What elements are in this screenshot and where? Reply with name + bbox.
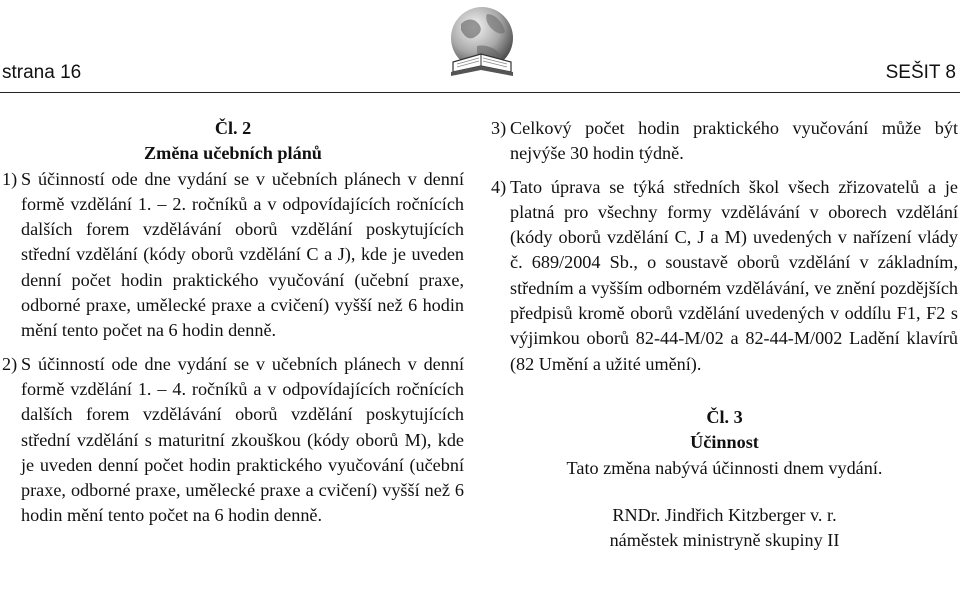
effect-statement: Tato změna nabývá účinnosti dnem vydání. bbox=[566, 457, 883, 478]
page-header bbox=[0, 0, 960, 92]
list-item bbox=[491, 175, 958, 377]
page-number: strana 16 bbox=[2, 62, 82, 83]
article-3-title: Účinnost bbox=[690, 432, 759, 453]
item-number: 3) bbox=[491, 118, 507, 138]
item-number: 2) bbox=[2, 353, 18, 374]
globe-with-open-book-icon bbox=[447, 2, 517, 84]
list-item bbox=[2, 167, 464, 344]
signature-name: RNDr. Jindřich Kitzberger v. r. bbox=[612, 504, 837, 525]
left-column bbox=[2, 116, 464, 529]
item-text: S účinností ode dne vydání se v učebních plánech v denní formě vzdělání 1. – 2. ročníků a v odpovídajících ročnících dalších forem vzdělávání oborů vzdělání poskytujících střední vzdělání (kódy oborů vzdělání C a J), kde je uveden denní počet hodin praktického vyučování (učební praxe, odborné praxe, umělecké praxe a cvičení) vyšší než 6 hodin mění tento počet na 6 hodin denně. bbox=[21, 168, 464, 341]
signature-role: náměstek ministryně skupiny II bbox=[609, 530, 840, 551]
item-text: S účinností ode dne vydání se v učebních plánech v denní formě vzdělání 1. – 4. ročníků a v odpovídajících ročnících dalších forem vzdělávání oborů vzdělání poskytujících střední vzdělání s maturitní zkouškou (kódy oborů M), kde je uveden denní počet hodin praktického vyučování (učební praxe, odborné praxe, umělecké praxe a cvičení) vyšší než 6 hodin mění tento počet na 6 hodin denně. bbox=[21, 353, 464, 526]
list-item bbox=[491, 116, 958, 167]
article-3-number: Čl. 3 bbox=[706, 406, 743, 427]
item-text: Celkový počet hodin praktického vyučování může být nejvýše 30 hodin týdně. bbox=[510, 118, 958, 164]
header-divider bbox=[0, 92, 960, 93]
item-text: Tato úprava se týká středních škol všech zřizovatelů a je platná pro všechny formy vzdělávání v oborech vzdělání (kódy oborů vzdělání C, J a M) uvedených v nařízení vlády č. 689/2004 Sb., o soustavě oborů vzdělání v základním, středním a vyšším odborném vzdělávání, ve znění pozdějších předpisů kromě oborů vzdělání uvedených v oddílu F1, F2 s výjimkou oborů 82-44-M/02 a 82-44-M/002 Ladění klavírů (82 Umění a užité umění). bbox=[510, 176, 958, 374]
right-column bbox=[491, 116, 958, 553]
issue-number: SEŠIT 8 bbox=[885, 62, 956, 83]
item-number: 1) bbox=[2, 168, 18, 189]
item-number: 4) bbox=[491, 176, 507, 197]
article-2-number: Čl. 2 bbox=[214, 118, 252, 138]
article-2-title: Změna učebních plánů bbox=[144, 143, 322, 164]
list-item bbox=[2, 352, 464, 529]
